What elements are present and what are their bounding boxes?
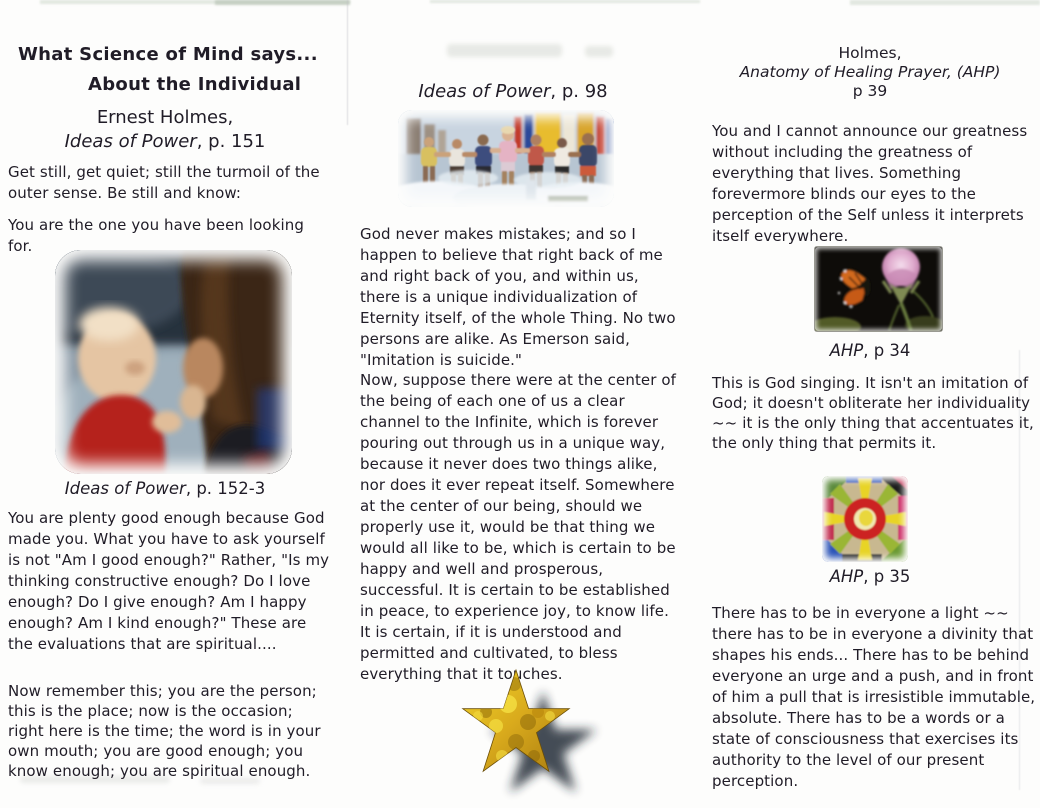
book-title: AHP — [829, 567, 864, 586]
butterfly-photo-art — [815, 247, 942, 331]
quote-paragraph: Get still, get quiet; still the turmoil of the outer sense. Be still and know: — [8, 163, 320, 202]
gold-star-image — [438, 664, 628, 806]
bleed-through-smudge — [585, 46, 613, 57]
page-title-line2: About the Individual — [88, 74, 302, 95]
quote-paragraph: You are the one you have been looking for. — [8, 216, 304, 255]
author-name: Ernest Holmes, — [96, 107, 234, 128]
scan-artifact-strip — [430, 0, 700, 3]
page-ref: , p 35 — [863, 567, 911, 586]
bleed-through-smudge — [447, 44, 562, 57]
monarch-butterfly-on-thistle-photo — [814, 246, 943, 332]
photo-caption — [705, 341, 1035, 360]
baby-and-girl-photo-art — [55, 250, 292, 474]
fold-line — [347, 0, 348, 125]
photo-caption — [0, 479, 330, 498]
middle-heading — [352, 80, 674, 104]
left-source-block — [2, 106, 328, 154]
scan-artifact-strip — [215, 0, 350, 5]
book-title: Ideas of Power — [64, 479, 186, 498]
quote-paragraph: God never makes mistakes; and so I happen to believe that right back of me and right back of you, and within us, there is a unique individualization of Eternity itself, of the whole Thing. No two persons are alike. As Emerson said, "Imitation is suicide." — [360, 225, 676, 369]
right-source-block — [705, 44, 1035, 101]
author-name: Holmes, — [838, 44, 902, 62]
book-title: Ideas of Power — [64, 131, 197, 152]
friends-running-in-surf-photo — [398, 110, 614, 207]
quote-paragraph: This is God singing. It isn't an imitation of God; it doesn't obliterate her individuality ~~ it is the only thing that accentuates it, the only thing that permits it. — [712, 374, 1034, 452]
book-title: AHP — [829, 341, 864, 360]
book-title: Anatomy of Healing Prayer, (AHP) — [739, 63, 1001, 81]
quote-paragraph: You are plenty good enough because God made you. What you have to ask yourself is not "Am I good enough?" Rather, "Is my thinking constructive enough? Do I love enough? Do I give enough? Am I happy enough? Am I kind enough?" These are the evaluations that are spiritual.... — [8, 509, 330, 653]
scan-artifact-strip — [850, 0, 1040, 5]
page-ref: p 39 — [852, 82, 888, 100]
quote-paragraph: Now remember this; you are the person; this is the place; now is the occasion; right here is the time; the word is in your own mouth; you are good enough; you know enough; you are spiritual enough. — [8, 682, 321, 780]
page-ref: , p. 98 — [550, 81, 608, 102]
beach-photo-art — [398, 110, 614, 207]
page-ref: , p 34 — [863, 341, 911, 360]
quote-paragraph: You and I cannot announce our greatness without including the greatness of everything that lives. Something forevermore blinds our eyes to the perception of the Self unless it interprets itself everywhere. — [712, 122, 1028, 245]
quote-paragraph: Now, suppose there were at the center of the being of each one of us a clear channel to the Infinite, which is forever pouring out through us in a unique way, because it never does two things alike, nor does it ever repeat itself. Somewhere at the center of our being, should we properly use it, would be that thing we would all like to be, which is certain to be happy and well and prosperous, successful. It is certain to be established in peace, to experience joy, to know life. It is certain, if it is understood and permitted and cultivated, to bless everything that it touches. — [360, 371, 677, 683]
page-ref: , p. 151 — [196, 131, 266, 152]
source-reference — [2, 130, 328, 154]
page-ref: , p. 152-3 — [185, 479, 266, 498]
quilt-sunburst-art — [822, 476, 908, 562]
photo-caption — [705, 567, 1035, 586]
quilt-art — [822, 476, 908, 562]
gold-star-art — [438, 664, 628, 806]
page-title-line1: What Science of Mind says... — [18, 44, 318, 65]
quote-paragraph: There has to be in everyone a light ~~ there has to be in everyone a divinity that shapes his ends... There has to be behind everyone an urge and a push, and in front of him a pull that is irresistible immutable, absolute. There has to be a words or a state of consciousness that exercises its authority to the level of our present perception. — [712, 604, 1036, 790]
baby-and-girl-photo — [55, 250, 292, 474]
book-title: Ideas of Power — [418, 81, 551, 102]
